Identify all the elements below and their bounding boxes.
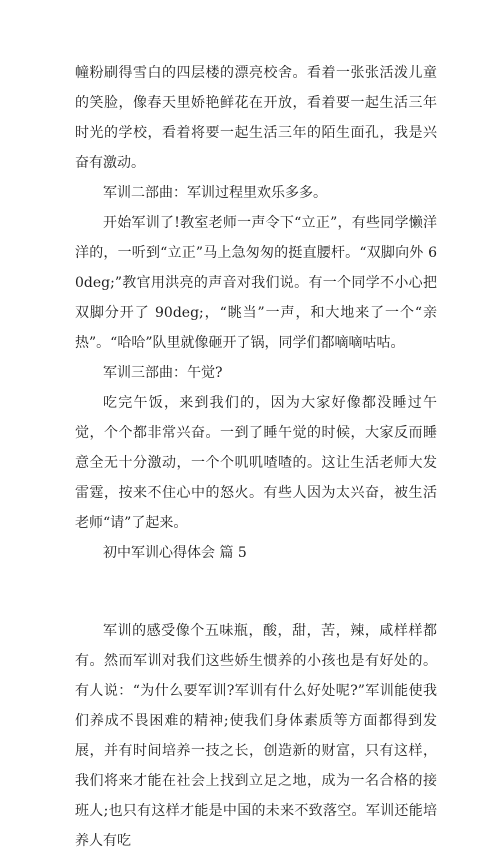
paragraph-training-start: 开始军训了!教室老师一声令下“立正”，有些同学懒洋洋的，一听到“立正”马上急匆匆的挺直腰杆。“双脚向外 60deg;”教官用洪亮的声音对我们说。有一个同学不小心把双脚分开了 90deg;，“眺当”一声，和大地来了一个“亲热”。“哈哈”队里就像砸开了锅，同学们都嘀嘀咕咕。 [75, 215, 437, 351]
heading-part-three: 军训三部曲：午觉? [103, 365, 223, 381]
paragraph-nap: 吃完午饭，来到我们的，因为大家好像都没睡过午觉，个个都非常兴奋。一到了睡午觉的时候，大家反而睡意全无十分激动，一个个叽叽喳喳的。这让生活老师大发雷霆，按来不住心中的怒火。有些人因为太兴奋，被生活老师“请”了起来。 [75, 395, 437, 531]
section-spacer [75, 568, 437, 616]
paragraph-dormitory: 幢粉刷得雪白的四层楼的漂亮校舍。看着一张张活泼儿童的笑脸，像春天里娇艳鲜花在开放，看着要一起生活三年时光的学校，看着将要一起生活三年的陌生面孔，我是兴奋有激动。 [75, 65, 437, 171]
heading-part-two: 军训二部曲：军训过程里欢乐多多。 [103, 185, 327, 201]
document-body [75, 58, 437, 856]
paragraph-feelings: 军训的感受像个五味瓶，酸，甜，苦，辣，咸样样都有。然而军训对我们这些娇生惯养的小孩也是有好处的。有人说：“为什么要军训?军训有什么好处呢?”军训能使我们养成不畏困难的精神;使我们身体素质等方面都得到发展，并有时间培养一技之长，创造新的财富，只有这样，我们将来才能在社会上找到立足之地，成为一名合格的接班人;也只有这样才能是中国的未来不致落空。军训还能培养人有吃 [75, 623, 437, 849]
section-title-part-5: 初中军训心得体会 篇 5 [103, 545, 247, 561]
